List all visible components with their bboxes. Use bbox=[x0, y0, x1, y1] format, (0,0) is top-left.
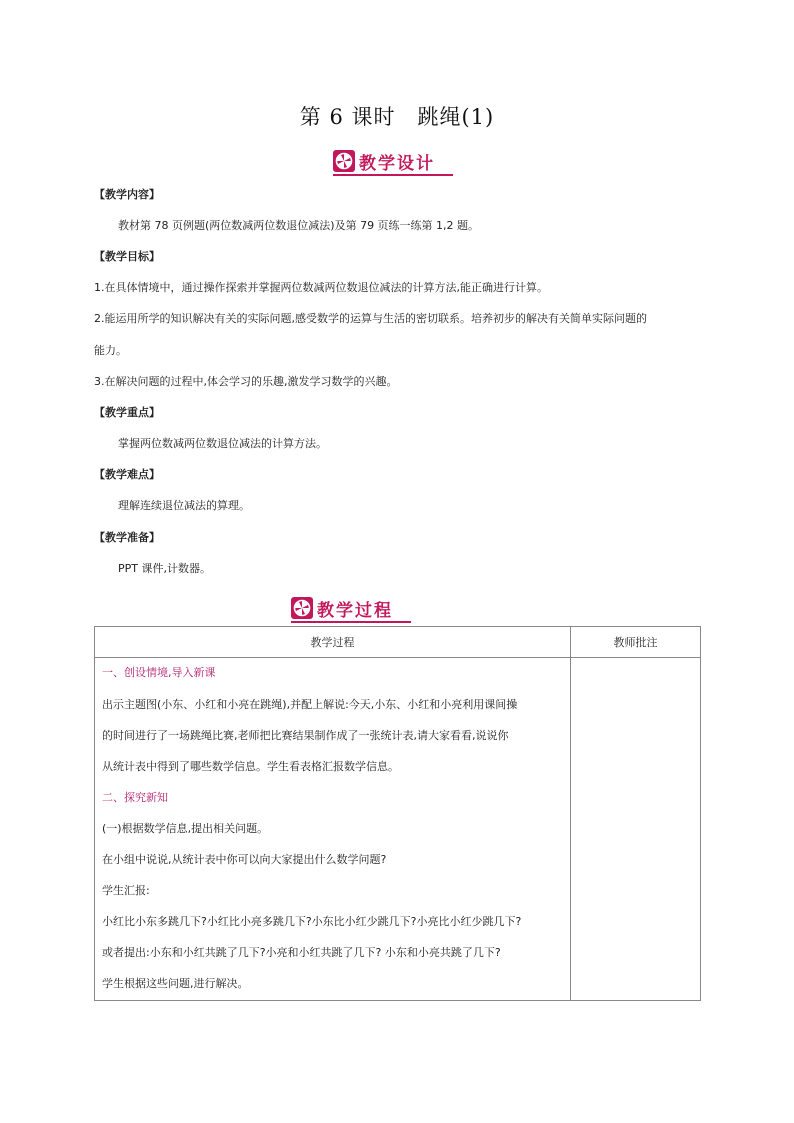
pinwheel-icon bbox=[333, 150, 355, 172]
design-banner bbox=[333, 149, 435, 173]
section-title: 一、创设情境,导入新课 bbox=[102, 666, 216, 679]
process-line: (一)根据数学信息,提出相关问题。 bbox=[102, 822, 269, 835]
process-line: 学生根据这些问题,进行解决。 bbox=[102, 977, 249, 990]
goal-item: 3.在解决问题的过程中,体会学习的乐趣,激发学习数学的兴趣。 bbox=[94, 375, 398, 388]
process-line: 的时间进行了一场跳绳比赛,老师把比赛结果制作成了一张统计表,请大家看看,说说你 bbox=[102, 729, 509, 742]
content-heading: 【教学内容】 bbox=[94, 188, 160, 201]
banner-underline bbox=[291, 621, 411, 623]
process-table bbox=[94, 626, 701, 1001]
difficulty-text: 理解连续退位减法的算理。 bbox=[118, 499, 250, 512]
preparation-heading: 【教学准备】 bbox=[94, 531, 160, 544]
process-banner-text: 教学过程 bbox=[317, 600, 393, 621]
table-header-process: 教学过程 bbox=[95, 627, 571, 658]
banner-underline bbox=[333, 174, 453, 176]
table-header-notes: 教师批注 bbox=[571, 627, 701, 658]
key-point-text: 掌握两位数减两位数退位减法的计算方法。 bbox=[118, 437, 327, 450]
notes-cell bbox=[571, 658, 701, 1001]
goals-heading: 【教学目标】 bbox=[94, 250, 160, 263]
page-title: 第 6 课时 跳绳(1) bbox=[299, 105, 495, 129]
goal-item: 2.能运用所学的知识解决有关的实际问题,感受数学的运算与生活的密切联系。培养初步的解决有关简单实际问题的 bbox=[94, 312, 647, 325]
process-cell bbox=[95, 658, 571, 1001]
content-text: 教材第 78 页例题(两位数减两位数退位减法)及第 79 页练一练第 1,2 题。 bbox=[118, 219, 480, 232]
process-line: 在小组中说说,从统计表中你可以向大家提出什么数学问题? bbox=[102, 853, 387, 866]
pinwheel-icon bbox=[291, 597, 313, 619]
goal-item: 1.在具体情境中，通过操作探索并掌握两位数减两位数退位减法的计算方法,能正确进行计算。 bbox=[94, 281, 548, 294]
process-line: 小红比小东多跳几下?小红比小亮多跳几下?小东比小红少跳几下?小亮比小红少跳几下? bbox=[102, 915, 522, 928]
difficulty-heading: 【教学难点】 bbox=[94, 468, 160, 481]
process-line: 或者提出:小东和小红共跳了几下?小亮和小红共跳了几下? 小东和小亮共跳了几下? bbox=[102, 946, 501, 959]
process-line: 出示主题图(小东、小红和小亮在跳绳),并配上解说:今天,小东、小红和小亮利用课间操 bbox=[102, 698, 518, 711]
key-point-heading: 【教学重点】 bbox=[94, 406, 160, 419]
goal-item: 能力。 bbox=[94, 344, 127, 357]
process-line: 学生汇报: bbox=[102, 884, 150, 897]
preparation-text: PPT 课件,计数器。 bbox=[118, 562, 211, 575]
process-banner bbox=[291, 596, 393, 620]
section-title: 二、探究新知 bbox=[102, 791, 168, 804]
design-banner-text: 教学设计 bbox=[359, 153, 435, 174]
process-line: 从统计表中得到了哪些数学信息。学生看表格汇报数学信息。 bbox=[102, 760, 399, 773]
